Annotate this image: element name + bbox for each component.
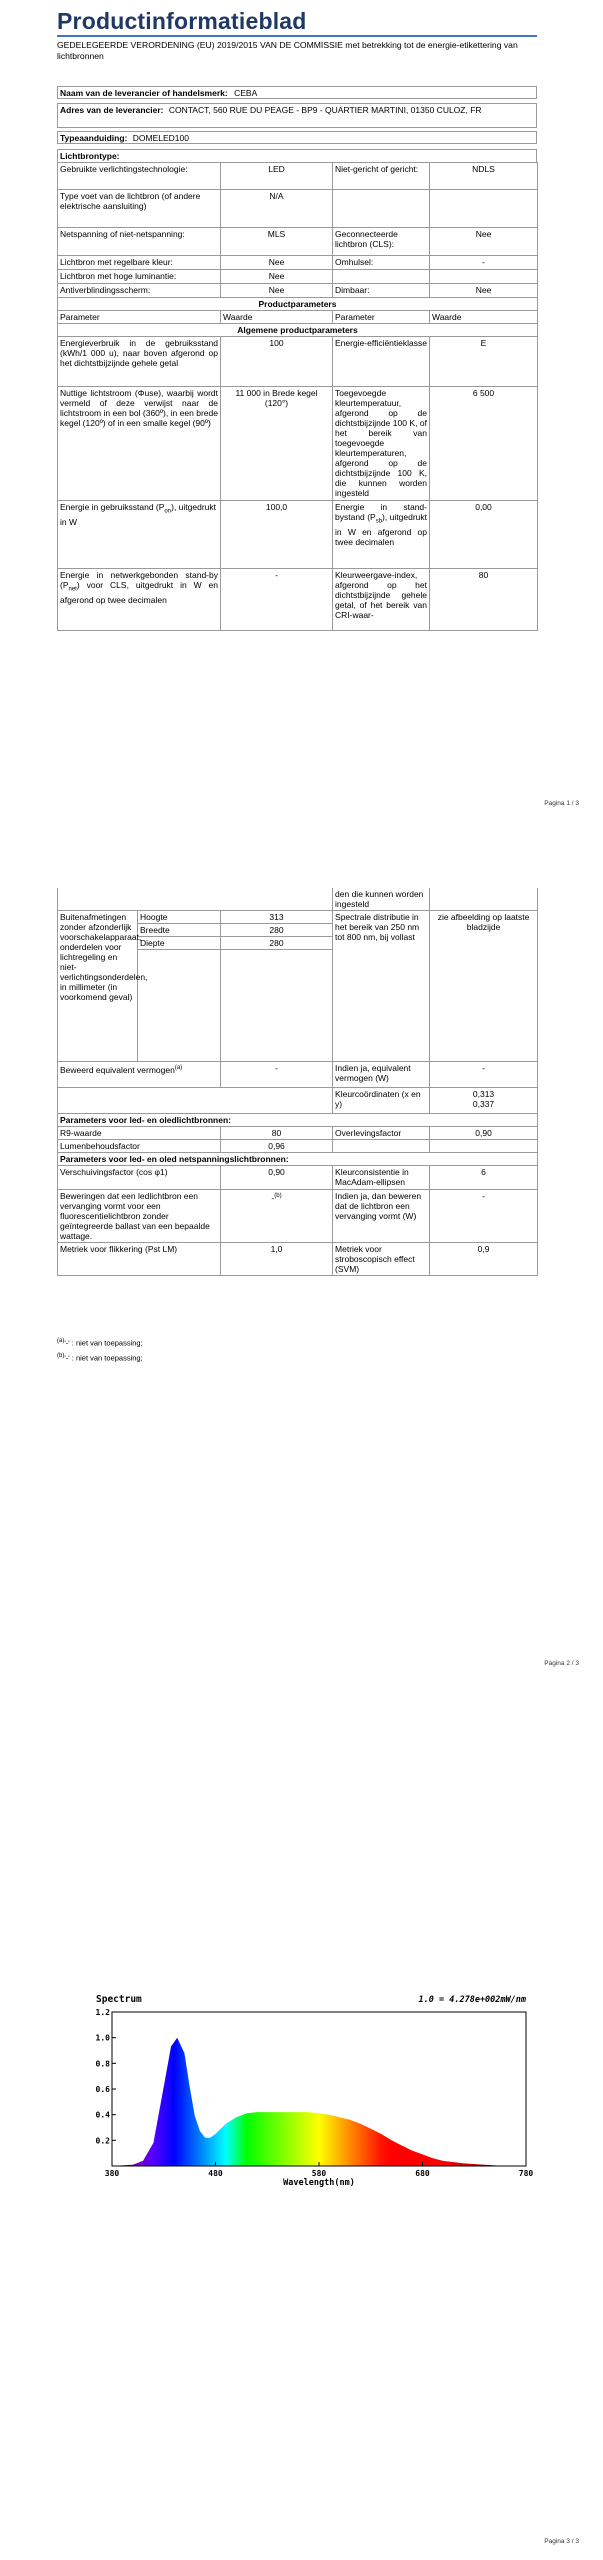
- chart-title: Spectrum: [96, 1994, 142, 2005]
- on-mode-power-label: [58, 501, 221, 569]
- supplier-address: CONTACT, 560 RUE DU PEAGE - BP9 - QUARTIER MARTINI, 01350 CULOZ, FR: [168, 105, 482, 115]
- on-mode-power-subscript: on: [164, 508, 172, 515]
- fluorescent-replacement-value: [221, 1190, 333, 1243]
- cri-label: Kleurweergave-index, afgerond op het dichtstbijzijnde gehele getal, of het bereik van CRI-waar-: [333, 569, 430, 631]
- x-tick-label: 780: [518, 2169, 534, 2178]
- standby-power-value: 0,00: [430, 501, 538, 569]
- cri-value: 80: [430, 569, 538, 631]
- standby-power-label: [333, 501, 430, 569]
- x-tick-label: 680: [415, 2169, 430, 2178]
- supplier-name-label: Naam van de leverancier of handelsmerk:: [60, 88, 228, 98]
- footnote-b: [57, 1352, 143, 1363]
- flicker-metric-label: Metriek voor flikkering (Pst LM): [58, 1243, 221, 1276]
- survival-factor-value: 0,90: [430, 1127, 538, 1140]
- column-header-value-2: Waarde: [430, 311, 538, 324]
- dimmable-value: Nee: [430, 284, 538, 298]
- lumen-maintenance-value: 0,96: [221, 1140, 333, 1153]
- equivalent-power-claim-label: [58, 1062, 221, 1088]
- column-header-parameter: Parameter: [58, 311, 221, 324]
- chromaticity-values: [430, 1088, 538, 1114]
- high-luminance-value: Nee: [221, 270, 333, 284]
- mains-label: Netspanning of niet-netspanning:: [58, 228, 221, 256]
- product-parameters-table-continued: [57, 888, 538, 1276]
- cap-type-value: N/A: [221, 190, 333, 228]
- energy-consumption-value: 100: [221, 337, 333, 387]
- anti-glare-value: Nee: [221, 284, 333, 298]
- supplier-name: CEBA: [234, 88, 258, 98]
- colour-consistency-label: Kleurconsistentie in MacAdam-ellipsen: [333, 1166, 430, 1190]
- networked-standby-subscript: net: [68, 586, 77, 593]
- networked-standby-text: Energie in netwerkgebonden stand-by (P: [60, 570, 218, 590]
- document-title: Productinformatieblad: [57, 8, 307, 34]
- equivalent-power-value: -: [430, 1062, 538, 1088]
- spectrum-chart: [94, 1990, 534, 2187]
- y-tick-label: 1.2: [95, 2008, 110, 2017]
- x-tick-label: 380: [104, 2169, 120, 2178]
- spectral-distribution-label: Spectrale distributie in het bereik van 250 nm tot 800 nm, bij vollast: [333, 911, 430, 1062]
- on-mode-power-value: 100,0: [221, 501, 333, 569]
- page-number-1: Pagina 1 / 3: [544, 800, 579, 807]
- dimensions-label: Buitenafmetingen zonder afzonderlijk voorschakelapparaat, onderdelen voor lichtregeling en niet-verlichtingsonderdelen, in millimeter (in voorkomend geval): [58, 911, 138, 1062]
- y-tick-label: 0.2: [95, 2136, 110, 2146]
- fluorescent-replacement-label: Beweringen dat een ledlichtbron een vervanging vormt voor een fluorescentielichtbron zonder geïntegreerde ballast van een bepaalde wattage.: [58, 1190, 221, 1243]
- mains-led-parameters-heading: Parameters voor led- en oled netspanningslichtbronnen:: [58, 1153, 538, 1166]
- on-mode-power-unit-text: ), uitgedrukt in W: [60, 502, 216, 527]
- footnote-b-ref: (b): [274, 1193, 282, 1199]
- equivalent-power-claim-value: -: [221, 1062, 333, 1088]
- colour-tunable-value: Nee: [221, 256, 333, 270]
- stroboscopic-metric-value: 0,9: [430, 1243, 538, 1276]
- survival-factor-label: Overlevingsfactor: [333, 1127, 430, 1140]
- light-source-type-label: Lichtbrontype:: [60, 151, 120, 161]
- y-tick-label: 0.8: [95, 2059, 110, 2069]
- model-identifier: DOMELED100: [132, 133, 189, 143]
- chart-annotation: 1.0 = 4.278e+002mW/nm: [418, 1995, 526, 2005]
- networked-standby-label: [58, 569, 221, 631]
- colour-consistency-value: 6: [430, 1166, 538, 1190]
- mains-value: MLS: [221, 228, 333, 256]
- colour-temperature-value: 6 500: [430, 387, 538, 501]
- useful-flux-label: Nuttige lichtstroom (Φuse), waarbij wordt vermeld of deze verwijst naar de lichtstroom in een bol (360º), in een brede kegel (120º) of in een smalle kegel (90º): [58, 387, 221, 501]
- depth-value: 280: [221, 937, 333, 950]
- height-label: Hoogte: [138, 911, 221, 924]
- footnote-a: [57, 1337, 143, 1348]
- cls-label: Geconnecteerde lichtbron (CLS):: [333, 228, 430, 256]
- equivalent-power-claim-text: Beweerd equivalent vermogen: [60, 1064, 175, 1075]
- column-header-parameter-2: Parameter: [333, 311, 430, 324]
- page-2: [0, 840, 603, 1680]
- displacement-factor-label: Verschuivingsfactor (cos φ1): [58, 1166, 221, 1190]
- standby-power-text: Energie in stand-bystand (P: [335, 502, 427, 522]
- footnote-a-text: '-' : niet van toepassing;: [64, 1338, 143, 1348]
- footnote-b-text: '-' : niet van toepassing;: [64, 1353, 143, 1363]
- supplier-address-row: [57, 103, 537, 128]
- model-row: [57, 131, 537, 144]
- energy-class-label: Energie-efficiëntieklasse: [333, 337, 430, 387]
- envelope-label: Omhulsel:: [333, 256, 430, 270]
- page-number-2: Pagina 2 / 3: [544, 1660, 579, 1667]
- x-tick-label: 580: [311, 2169, 327, 2178]
- directional-value: NDLS: [430, 163, 538, 190]
- general-parameters-heading: Algemene productparameters: [58, 324, 538, 337]
- lumen-maintenance-label: Lumenbehoudsfactor: [58, 1140, 221, 1153]
- width-label: Breedte: [138, 924, 221, 937]
- useful-flux-value: 11 000 in Brede kegel (120°): [221, 387, 333, 501]
- x-tick-label: 480: [208, 2169, 223, 2178]
- y-tick-label: 1.0: [95, 2033, 110, 2043]
- replacement-claim-value: -: [430, 1190, 538, 1243]
- dimmable-label: Dimbaar:: [333, 284, 430, 298]
- title-underline: [57, 35, 537, 37]
- spectrum-area: [112, 2038, 526, 2166]
- page-1: [0, 0, 603, 840]
- width-value: 280: [221, 924, 333, 937]
- on-mode-power-text: Energie in gebruiksstand (P: [60, 502, 165, 512]
- supplier-address-label: Adres van de leverancier:: [60, 105, 164, 115]
- chromaticity-x: 0,313: [472, 1089, 495, 1099]
- model-label: Typeaanduiding:: [60, 133, 128, 143]
- stroboscopic-metric-label: Metriek voor stroboscopisch effect (SVM): [333, 1243, 430, 1276]
- displacement-factor-value: 0,90: [221, 1166, 333, 1190]
- y-tick-label: 0.4: [95, 2110, 110, 2120]
- fluorescent-replacement-text: -: [271, 1192, 275, 1203]
- cri-label-continued: den die kunnen worden ingesteld: [333, 888, 430, 911]
- r9-label: R9-waarde: [58, 1127, 221, 1140]
- page-number-3: Pagina 3 / 3: [544, 2538, 579, 2545]
- supplier-name-row: [57, 86, 537, 99]
- height-value: 313: [221, 911, 333, 924]
- high-luminance-label: Lichtbron met hoge luminantie:: [58, 270, 221, 284]
- led-parameters-heading: Parameters voor led- en oledlichtbronnen:: [58, 1114, 538, 1127]
- light-source-type-table: [57, 162, 538, 631]
- footnote-a-ref: (a): [174, 1065, 183, 1071]
- cls-value: Nee: [430, 228, 538, 256]
- chromaticity-label: Kleurcoördinaten (x en y): [333, 1088, 430, 1114]
- chromaticity-y: 0,337: [472, 1099, 495, 1109]
- energy-class-value: E: [430, 337, 538, 387]
- spectral-distribution-value: zie afbeelding op laatste bladzijde: [430, 911, 538, 1062]
- networked-standby-unit-text: ) voor CLS, uitgedrukt in W en afgerond op twee decimalen: [60, 580, 218, 605]
- flicker-metric-value: 1,0: [221, 1243, 333, 1276]
- footnote-a-mark: (a): [57, 1338, 65, 1344]
- directional-label: Niet-gericht of gericht:: [333, 163, 430, 190]
- product-parameters-heading: Productparameters: [58, 298, 538, 311]
- r9-value: 80: [221, 1127, 333, 1140]
- cap-type-label: Type voet van de lichtbron (of andere elektrische aansluiting): [58, 190, 221, 228]
- footnote-b-mark: (b): [57, 1353, 65, 1359]
- networked-standby-value: -: [221, 569, 333, 631]
- technology-value: LED: [221, 163, 333, 190]
- standby-power-subscript: sb: [375, 518, 383, 525]
- y-tick-label: 0.6: [95, 2085, 110, 2094]
- standby-power-unit-text: ), uitgedrukt in W en afgerond op twee decimalen: [335, 512, 427, 547]
- regulation-intro: GEDELEGEERDE VERORDENING (EU) 2019/2015 VAN DE COMMISSIE met betrekking tot de energie-etikettering van lichtbronnen: [57, 40, 518, 61]
- colour-temperature-label: Toegevoegde kleurtemperatuur, afgerond op de dichtstbijzijnde 100 K, of het bereik van toegevoegde kleurtemperaturen, afgerond op de dichtstbijzijnde 100 K, die kunnen worden ingesteld: [333, 387, 430, 501]
- colour-tunable-label: Lichtbron met regelbare kleur:: [58, 256, 221, 270]
- technology-label: Gebruikte verlichtingstechnologie:: [58, 163, 221, 190]
- replacement-claim-label: Indien ja, dan beweren dat de lichtbron een vervanging vormt (W): [333, 1190, 430, 1243]
- column-header-value: Waarde: [221, 311, 333, 324]
- energy-consumption-label: Energieverbruik in de gebruiksstand (kWh/1 000 u), naar boven afgerond op het dichtstbijzijnde gehele getal: [58, 337, 221, 387]
- x-axis-label: Wavelength(nm): [283, 2178, 355, 2188]
- envelope-value: -: [430, 256, 538, 270]
- anti-glare-label: Antiverblindingsscherm:: [58, 284, 221, 298]
- light-source-type-heading: [57, 149, 537, 162]
- spectrum-svg: [94, 1990, 534, 2187]
- equivalent-power-label: Indien ja, equivalent vermogen (W): [333, 1062, 430, 1088]
- depth-label: Diepte: [138, 937, 221, 950]
